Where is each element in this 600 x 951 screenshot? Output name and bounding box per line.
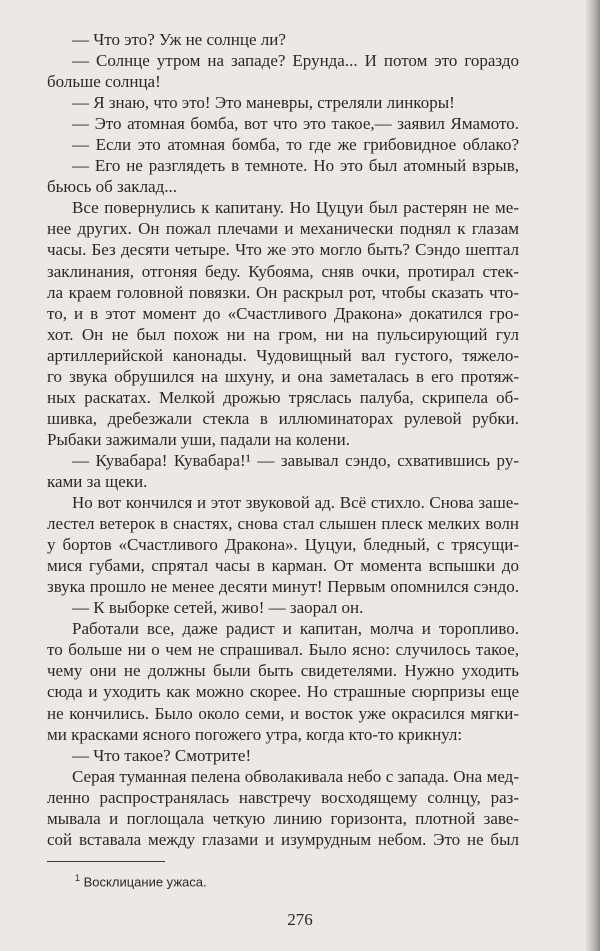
text-line: — Это атомная бомба, вот что это такое,— заявил Ямамото.: [72, 114, 519, 134]
text-line: ми красками ясного погожего утра, когда кто-то крикнул:: [47, 724, 463, 744]
text-line: го звука обрушился на шхуну, и она заметалась в его протяж-: [47, 366, 519, 386]
text-line: артиллерийской канонады. Чудовищный вал густого, тяжело-: [47, 345, 519, 365]
text-line: — Я знаю, что это! Это маневры, стреляли линкоры!: [72, 93, 455, 113]
text-line: звука прошло не менее десяти минут! Первым опомнился сэндо.: [47, 577, 519, 597]
text-line: — Если это атомная бомба, то где же грибовидное облако?: [72, 135, 519, 155]
text-line: ками за щеки.: [47, 471, 148, 491]
footnote-mark: 1: [75, 873, 81, 883]
text-line: заклинания, отгоняя беду. Кубояма, сняв очки, протирал стек-: [47, 261, 519, 281]
text-line: ных раскатах. Мелкой дрожью тряслась палуба, скрипела об-: [47, 387, 519, 407]
text-line: Серая туманная пелена обволакивала небо с запада. Она мед-: [72, 766, 519, 786]
footnote-text: Восклицание ужаса.: [83, 874, 207, 890]
text-line: мывала и поглощала четкую линию горизонта, плотной заве-: [47, 808, 519, 828]
text-line: больше солнца!: [47, 72, 161, 92]
text-line: шивка, дребезжали стекла в иллюминаторах рулевой рубки.: [47, 408, 519, 428]
text-line: бьюсь об заклад...: [47, 177, 177, 197]
page-edge-shadow: [586, 0, 600, 951]
text-line: лестел ветерок в снастях, снова стал слышен плеск мелких волн: [47, 514, 519, 534]
text-line: то больше ни о чем не спрашивал. Было ясно: случилось такое,: [47, 640, 519, 660]
text-line: Работали все, даже радист и капитан, молча и торопливо.: [72, 619, 519, 639]
text-line: сюда и уходить как можно скорее. Но страшные сюрпризы еще: [47, 682, 519, 702]
text-line: — Солнце утром на западе? Ерунда... И потом это гораздо: [72, 51, 519, 71]
text-line: то, и в этот момент до «Счастливого Дракона» докатился гро-: [47, 303, 519, 323]
text-line: — Его не разглядеть в темноте. Но это был атомный взрыв,: [72, 156, 519, 176]
body-text: [47, 29, 519, 850]
text-line: — Что это? Уж не солнце ли?: [72, 30, 286, 49]
text-line: нее других. Он пожал плечами и механически поднял к глазам: [47, 219, 519, 239]
text-line: не кончились. Было около семи, и восток уже окрасился мягки-: [47, 703, 519, 723]
text-line: хот. Он не был похож ни на гром, ни на пульсирующий гул: [47, 324, 519, 344]
text-line: у бортов «Счастливого Дракона». Цуцуи, бледный, с трясущи-: [47, 535, 519, 555]
text-line: Но вот кончился и этот звуковой ад. Всё стихло. Снова заше-: [72, 493, 519, 513]
text-line: — К выборке сетей, живо! — заорал он.: [72, 598, 364, 618]
text-line: Рыбаки зажимали уши, падали на колени.: [47, 429, 350, 449]
text-line: — Что такое? Смотрите!: [72, 745, 252, 765]
text-line: чему они не должны были быть свидетелями. Нужно уходить: [47, 661, 519, 681]
text-line: ла краем головной повязки. Он раскрыл рот, чтобы сказать что-: [47, 282, 519, 302]
text-line: часы. Без десяти четыре. Что же это могло быть? Сэндо шептал: [47, 240, 519, 260]
footnote-divider: [47, 861, 165, 862]
text-line: сой вставала между глазами и изумрудным небом. Это не был: [47, 829, 519, 849]
text-line: Все повернулись к капитану. Но Цуцуи был растерян не ме-: [72, 198, 519, 218]
text-line: — Кувабара! Кувабара!¹ — завывал сэндо, схватившись ру-: [72, 450, 519, 470]
footnote: [75, 873, 207, 889]
page-number: 276: [287, 910, 313, 929]
text-line: ленно распространялась навстречу восходящему солнцу, раз-: [47, 787, 519, 807]
text-line: мися губами, спрятал часы в карман. От момента вспышки до: [47, 556, 519, 576]
